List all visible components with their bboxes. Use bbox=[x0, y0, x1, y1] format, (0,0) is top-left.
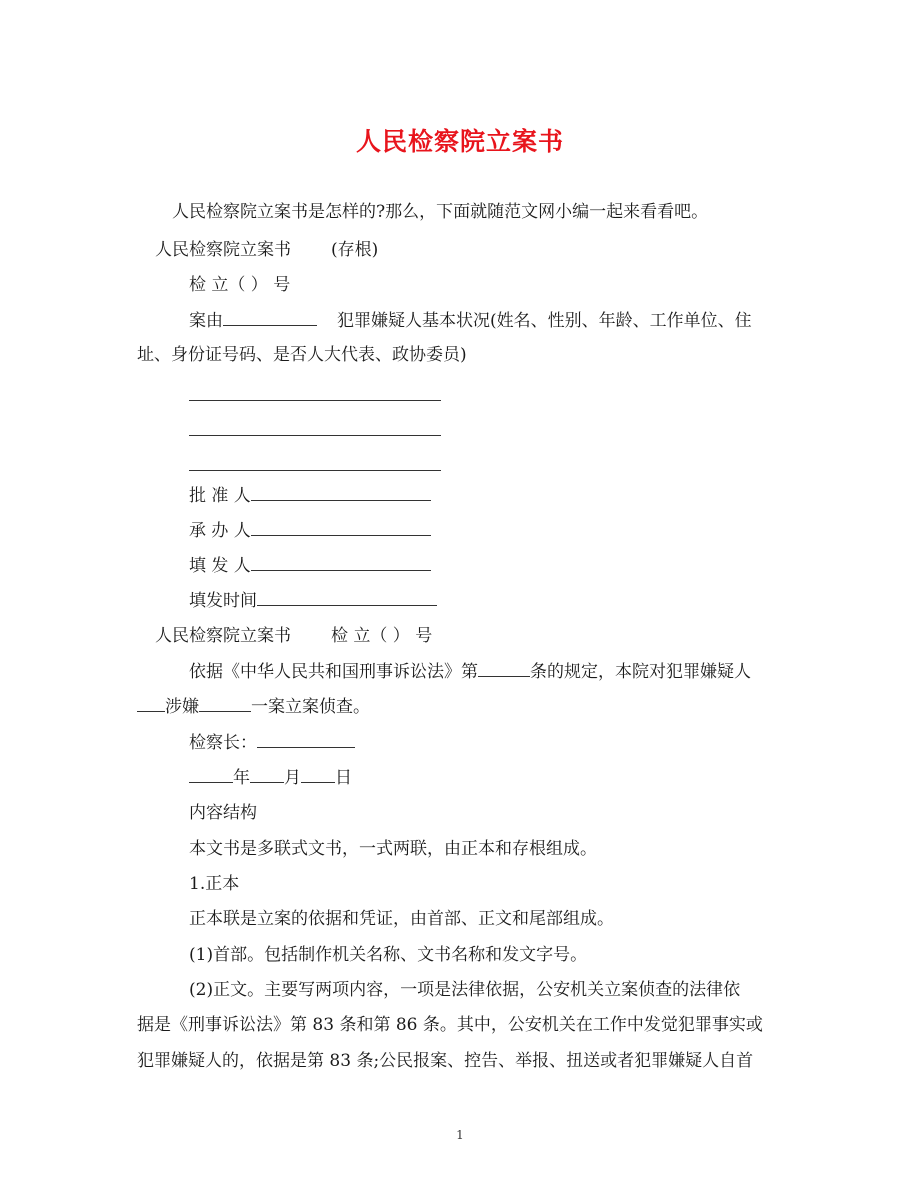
issue-time-blank bbox=[257, 589, 437, 606]
issue-time-label: 填发时间 bbox=[189, 591, 257, 611]
basis-text-2b: 一案立案侦查。 bbox=[251, 697, 370, 717]
suspect-info-line-1: 犯罪嫌疑人基本状况(姓名、性别、年龄、工作单位、住 bbox=[337, 311, 752, 331]
stub-number: 检 立（ ） 号 bbox=[189, 275, 291, 295]
issue-time-line bbox=[189, 589, 437, 613]
handler-blank bbox=[251, 519, 431, 536]
suspect-name-blank bbox=[137, 695, 165, 712]
basis-text-1b: 条的规定，本院对犯罪嫌疑人 bbox=[530, 662, 751, 682]
main-number: 检 立（ ） 号 bbox=[331, 626, 433, 646]
section-1-heading: 1.正本 bbox=[189, 874, 240, 894]
date-month: 月 bbox=[284, 768, 301, 788]
handler-line bbox=[189, 519, 431, 543]
day-blank bbox=[301, 766, 335, 783]
main-heading-line bbox=[155, 624, 432, 648]
prosecutor-label: 检察长： bbox=[189, 733, 257, 753]
main-heading: 人民检察院立案书 bbox=[155, 626, 291, 646]
blank-rule-3 bbox=[189, 470, 441, 471]
structure-text: 本文书是多联式文书，一式两联，由正本和存根组成。 bbox=[189, 839, 597, 859]
section-1-text: 正本联是立案的依据和凭证，由首部、正文和尾部组成。 bbox=[189, 909, 614, 929]
blank-rule-1 bbox=[189, 400, 441, 401]
date-line bbox=[189, 766, 352, 790]
approver-blank bbox=[251, 484, 431, 501]
stub-label: (存根) bbox=[331, 240, 379, 260]
basis-line-1 bbox=[189, 660, 751, 684]
item-2-line-3: 犯罪嫌疑人的，依据是第 83 条;公民报案、控告、举报、扭送或者犯罪嫌疑人自首 bbox=[137, 1051, 754, 1071]
stub-heading: 人民检察院立案书 bbox=[155, 240, 291, 260]
year-blank bbox=[189, 766, 233, 783]
structure-heading: 内容结构 bbox=[189, 803, 257, 823]
prosecutor-line bbox=[189, 731, 355, 755]
approver-line bbox=[189, 484, 431, 508]
basis-text-2a: 涉嫌 bbox=[165, 697, 199, 717]
item-2-line-1: (2)正文。主要写两项内容，一项是法律依据，公安机关立案侦查的法律依 bbox=[189, 980, 741, 1000]
blank-rule-2 bbox=[189, 435, 441, 436]
issuer-label: 填 发 人 bbox=[189, 556, 251, 576]
article-blank bbox=[478, 660, 530, 677]
date-year: 年 bbox=[233, 768, 250, 788]
item-2-line-2: 据是《刑事诉讼法》第 83 条和第 86 条。其中，公安机关在工作中发觉犯罪事实或 bbox=[137, 1015, 763, 1035]
case-cause-blank bbox=[223, 309, 317, 326]
handler-label: 承 办 人 bbox=[189, 521, 251, 541]
case-cause-line bbox=[189, 309, 752, 333]
page-number: 1 bbox=[456, 1128, 464, 1142]
intro-paragraph: 人民检察院立案书是怎样的?那么，下面就随范文网小编一起来看看吧。 bbox=[172, 202, 709, 222]
document-title: 人民检察院立案书 bbox=[355, 127, 564, 156]
case-cause-label: 案由 bbox=[189, 311, 223, 331]
prosecutor-blank bbox=[257, 731, 355, 748]
suspect-info-line-2: 址、身份证号码、是否人大代表、政协委员) bbox=[137, 345, 467, 365]
date-day: 日 bbox=[335, 768, 352, 788]
issuer-line bbox=[189, 554, 431, 578]
approver-label: 批 准 人 bbox=[189, 486, 251, 506]
offense-blank bbox=[199, 695, 251, 712]
item-1: (1)首部。包括制作机关名称、文书名称和发文字号。 bbox=[189, 945, 588, 965]
stub-heading-line bbox=[155, 238, 378, 262]
month-blank bbox=[250, 766, 284, 783]
basis-text-1a: 依据《中华人民共和国刑事诉讼法》第 bbox=[189, 662, 478, 682]
basis-line-2 bbox=[137, 695, 370, 719]
issuer-blank bbox=[251, 554, 431, 571]
